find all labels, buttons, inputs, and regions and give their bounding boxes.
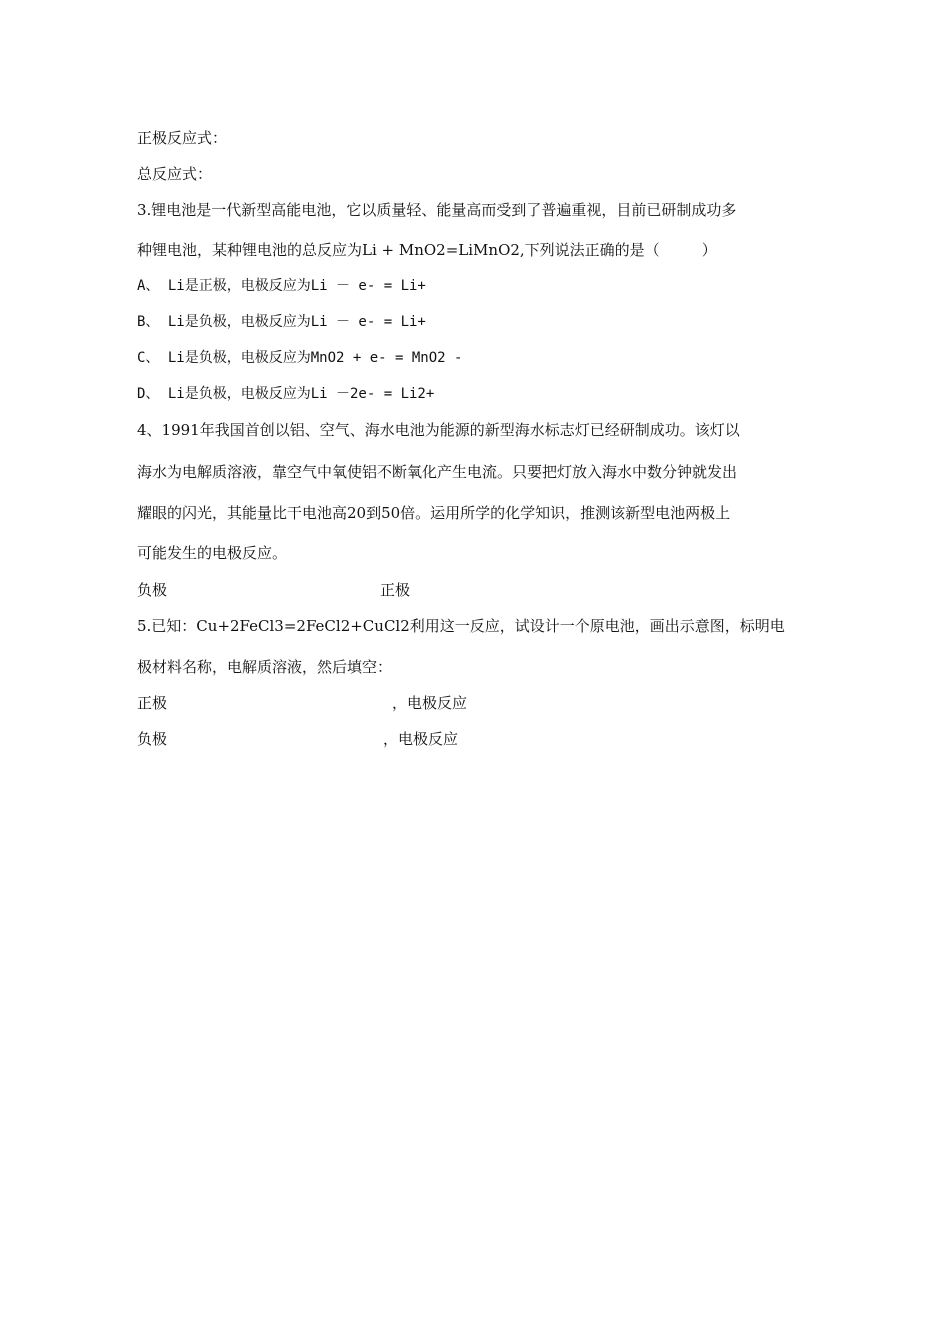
option-d: D、 Li是负极，电极反应为Li －2e- = Li2+ <box>137 386 435 402</box>
question-5-line-1: 5.已知：Cu+2FeCl3=2FeCl2+CuCl2利用这一反应，试设计一个原电池，画出示意图，标明电 <box>137 617 785 635</box>
question-5-negative-label: 负极 <box>137 730 168 748</box>
question-4-line-3: 耀眼的闪光，其能量比干电池高20到50倍。运用所学的化学知识，推测该新型电池两极上 <box>137 504 731 522</box>
question-3-line-2-text: 种锂电池，某种锂电池的总反应为Li + MnO2=LiMnO2,下列说法正确的是（ <box>137 241 660 259</box>
total-reaction-line: 总反应式： <box>137 165 213 183</box>
question-4-line-4: 可能发生的电极反应。 <box>137 544 288 562</box>
question-4-line-2: 海水为电解质溶液，靠空气中氧使铝不断氧化产生电流。只要把灯放入海水中数分钟就发出 <box>137 463 738 481</box>
option-a: A、 Li是正极，电极反应为Li － e- = Li+ <box>137 278 426 294</box>
question-3-answer-paren: ） <box>701 241 717 259</box>
question-5-negative-reaction: ，电极反应 <box>383 730 459 748</box>
question-3-line-1: 3.锂电池是一代新型高能电池，它以质量轻、能量高而受到了普遍重视，目前已研制成功多 <box>137 201 737 219</box>
question-5-positive-label: 正极 <box>137 694 168 712</box>
question-4-line-1: 4、1991年我国首创以铝、空气、海水电池为能源的新型海水标志灯已经研制成功。该灯以 <box>137 421 740 439</box>
question-5-line-2: 极材料名称，电解质溶液，然后填空： <box>137 658 393 676</box>
question-4-negative-label: 负极 <box>137 581 168 599</box>
question-4-positive-label: 正极 <box>380 581 411 599</box>
positive-reaction-line: 正极反应式： <box>137 129 228 147</box>
option-b: B、 Li是负极，电极反应为Li － e- = Li+ <box>137 314 426 330</box>
option-c: C、 Li是负极，电极反应为MnO2 + e- = MnO2 - <box>137 350 463 366</box>
question-3-line-2 <box>137 240 717 260</box>
question-5-positive-reaction: ，电极反应 <box>392 694 468 712</box>
